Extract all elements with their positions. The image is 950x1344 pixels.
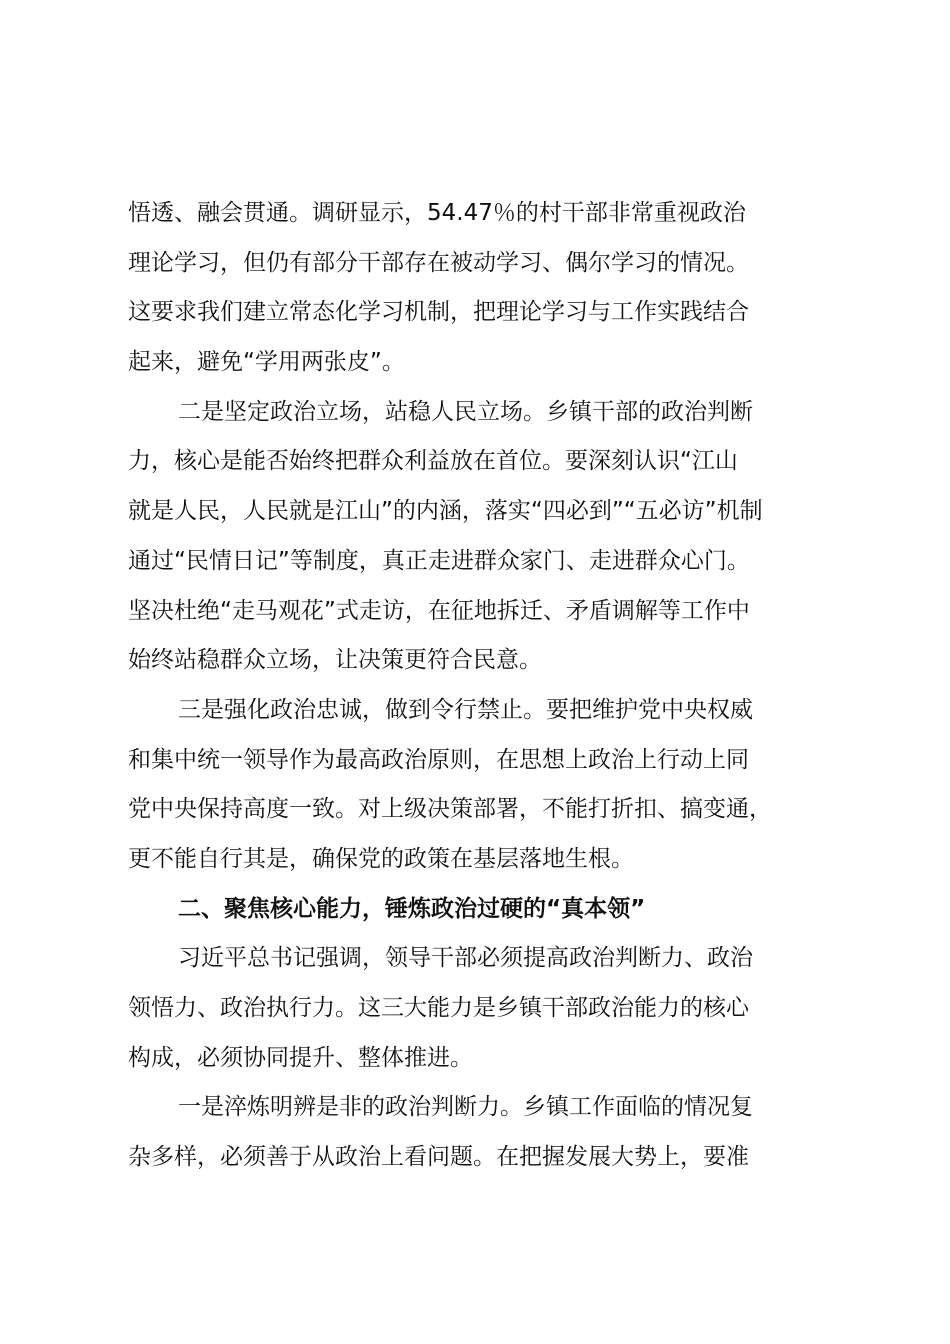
text-line: 领悟力、政治执行力。这三大能力是乡镇干部政治能力的核心 bbox=[128, 995, 749, 1021]
text-line: 一是淬炼明辨是非的政治判断力。乡镇工作面临的情况复 bbox=[178, 1094, 753, 1121]
text-line: 就是人民，人民就是江山”的内涵，落实“四必到”“五必访”机制 bbox=[128, 498, 763, 525]
text-line: 更不能自行其是，确保党的政策在基层落地生根。 bbox=[128, 845, 634, 872]
text-line: 构成，必须协同提升、整体推进。 bbox=[128, 1044, 473, 1071]
text-line: 习近平总书记强调，领导干部必须提高政治判断力、政治 bbox=[178, 945, 753, 972]
text-line: 理论学习，但仍有部分干部存在被动学习、偶尔学习的情况。 bbox=[128, 249, 749, 276]
text-line: 二是坚定政治立场，站稳人民立场。乡镇干部的政治判断 bbox=[178, 398, 753, 425]
text-line: 杂多样，必须善于从政治上看问题。在把握发展大势上，要准 bbox=[128, 1144, 749, 1171]
text-line: 和集中统一领导作为最高政治原则，在思想上政治上行动上同 bbox=[128, 746, 749, 773]
text-line: 起来，避免“学用两张皮”。 bbox=[128, 349, 405, 376]
document-body bbox=[128, 189, 848, 1183]
text-line: 这要求我们建立常态化学习机制，把理论学习与工作实践结合 bbox=[128, 299, 749, 326]
text-line: 通过“民情日记”等制度，真正走进群众家门、走进群众心门。 bbox=[128, 547, 750, 574]
text-line: 力，核心是能否始终把群众利益放在首位。要深刻认识“江山 bbox=[128, 448, 738, 475]
text-line: 始终站稳群众立场，让决策更符合民意。 bbox=[128, 647, 542, 674]
section-heading: 二、聚焦核心能力，锤炼政治过硬的“真本领” bbox=[178, 895, 646, 922]
text-line: 坚决杜绝“走马观花”式走访，在征地拆迁、矛盾调解等工作中 bbox=[128, 597, 750, 624]
text-line: 党中央保持高度一致。对上级决策部署，不能打折扣、搞变通， bbox=[128, 796, 772, 823]
text-line: 三是强化政治忠诚，做到令行禁止。要把维护党中央权威 bbox=[178, 696, 753, 723]
text-line: 悟透、融会贯通。调研显示，54.47％的村干部非常重视政治 bbox=[128, 200, 746, 226]
